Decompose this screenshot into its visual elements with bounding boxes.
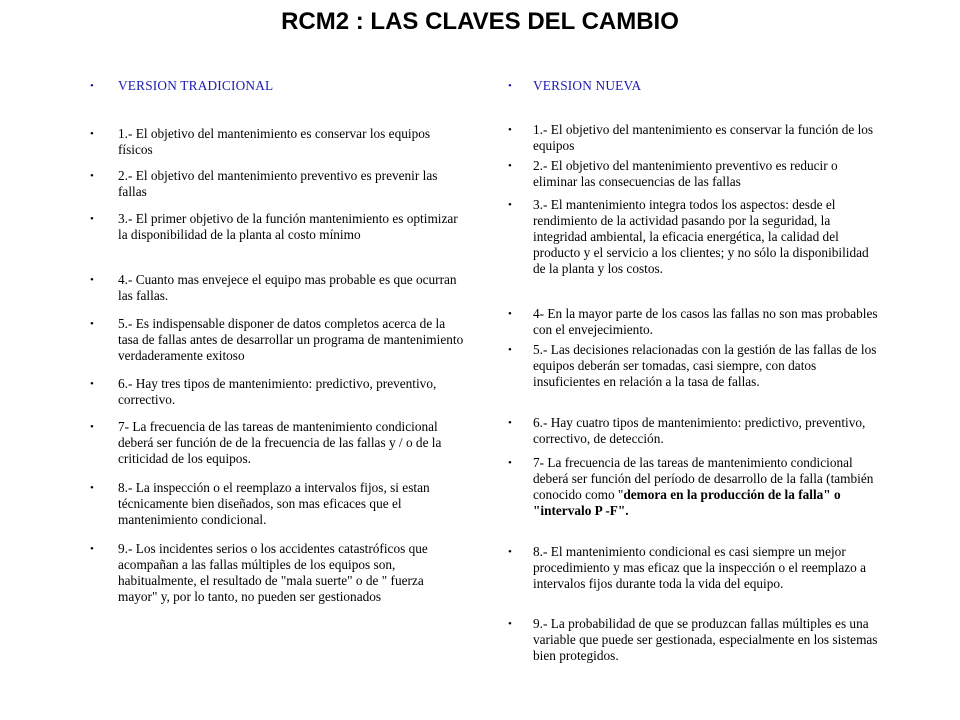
list-item-text: 9.- Los incidentes serios o los accidentes catastróficos que acompañan a las fallas múltiples de los equipos son, habitualmente, el resultado de "mala suerte" o de " fuerza mayor" y, por lo tanto, no pueden ser gestionados [118,541,428,604]
list-item [90,376,465,408]
list-item-text: 2.- El objetivo del mantenimiento preventivo es reducir o eliminar las consecuencias de las fallas [533,158,838,189]
bullet: • [508,457,512,469]
list-item [90,211,465,243]
bullet: • [90,378,94,390]
list-item [90,480,465,528]
list-item-text: 7- La frecuencia de las tareas de mantenimiento condicional deberá ser función de de la frecuencia de las fallas y / o de la criticidad de los equipos. [118,419,442,466]
list-item-text: 3.- El mantenimiento integra todos los aspectos: desde el rendimiento de la actividad pasando por la seguridad, la integridad ambiental, la eficacia energética, la calidad del producto y el servicio a los clientes; y no sólo la disponibilidad de la planta y los costos. [533,197,869,276]
new-version-heading: VERSION NUEVA [533,78,642,93]
bullet: • [508,618,512,630]
list-item-text: 8.- La inspección o el reemplazo a intervalos fijos, si estan técnicamente bien diseñados, son mas eficaces que el mantenimiento condicional. [118,480,430,527]
list-item-text: 6.- Hay cuatro tipos de mantenimiento: predictivo, preventivo, correctivo, de detección. [533,415,866,446]
list-item-text: 2.- El objetivo del mantenimiento preventivo es prevenir las fallas [118,168,438,199]
list-item-text: 9.- La probabilidad de que se produzcan fallas múltiples es una variable que puede ser gestionada, especialmente en los sistemas bien protegidos. [533,616,878,663]
list-item-text [533,455,880,519]
bullet: • [508,308,512,320]
bullet: • [508,546,512,558]
list-item-bold-text: "intervalo P -F". [533,503,629,518]
bullet: • [508,124,512,136]
list-item [508,122,880,154]
list-item [508,455,880,519]
list-item-text: 5.- Es indispensable disponer de datos completos acerca de la tasa de fallas antes de desarrollar un programa de mantenimiento verdaderamente exitoso [118,316,464,363]
list-item-bold-text: demora en la producción de la falla" o [623,487,841,502]
bullet: • [508,199,512,211]
list-item [508,306,880,338]
bullet: • [90,543,94,555]
list-item-text: 6.- Hay tres tipos de mantenimiento: predictivo, preventivo, correctivo. [118,376,437,407]
bullet: • [90,128,94,140]
list-item [90,316,465,364]
bullet: • [508,80,512,92]
list-item-text: 1.- El objetivo del mantenimiento es conservar la función de los equipos [533,122,874,153]
bullet: • [508,344,512,356]
bullet: • [90,482,94,494]
list-item [508,158,880,190]
list-item [508,616,880,664]
list-item-text: 1.- El objetivo del mantenimiento es conservar los equipos físicos [118,126,431,157]
list-item-text: 4- En la mayor parte de los casos las fallas no son mas probables con el envejecimiento. [533,306,878,337]
bullet: • [90,274,94,286]
list-item [90,419,465,467]
list-item-text: 5.- Las decisiones relacionadas con la gestión de las fallas de los equipos deberán ser tomadas, casi siempre, con datos insuficientes en relación a la tasa de fallas. [533,342,877,389]
list-item [508,197,880,277]
list-item [508,342,880,390]
list-item-text: 8.- El mantenimiento condicional es casi siempre un mejor procedimiento y mas eficaz que la inspección o el reemplazo a intervalos fijos durante toda la vida del equipo. [533,544,867,591]
bullet: • [90,421,94,433]
list-item [90,126,465,158]
bullet: • [90,318,94,330]
list-item-text-part: 7- La frecuencia de las tareas de mantenimiento condicional deberá ser función del período de desarrollo de la falla (también conocido como " [533,455,874,502]
bullet: • [90,80,94,92]
list-item-text: 4.- Cuanto mas envejece el equipo mas probable es que ocurran las fallas. [118,272,457,303]
bullet: • [90,213,94,225]
bullet: • [508,160,512,172]
bullet: • [508,417,512,429]
list-item-text: 3.- El primer objetivo de la función mantenimiento es optimizar la disponibilidad de la planta al costo mínimo [118,211,458,242]
bullet: • [90,170,94,182]
list-item [508,415,880,447]
list-item [508,544,880,592]
traditional-version-heading: VERSION TRADICIONAL [118,78,274,93]
page-title: RCM2 : LAS CLAVES DEL CAMBIO [281,8,679,35]
traditional-version-heading-row [90,78,465,94]
new-version-heading-row [508,78,880,94]
list-item [90,168,465,200]
list-item [90,541,465,605]
list-item [90,272,465,304]
